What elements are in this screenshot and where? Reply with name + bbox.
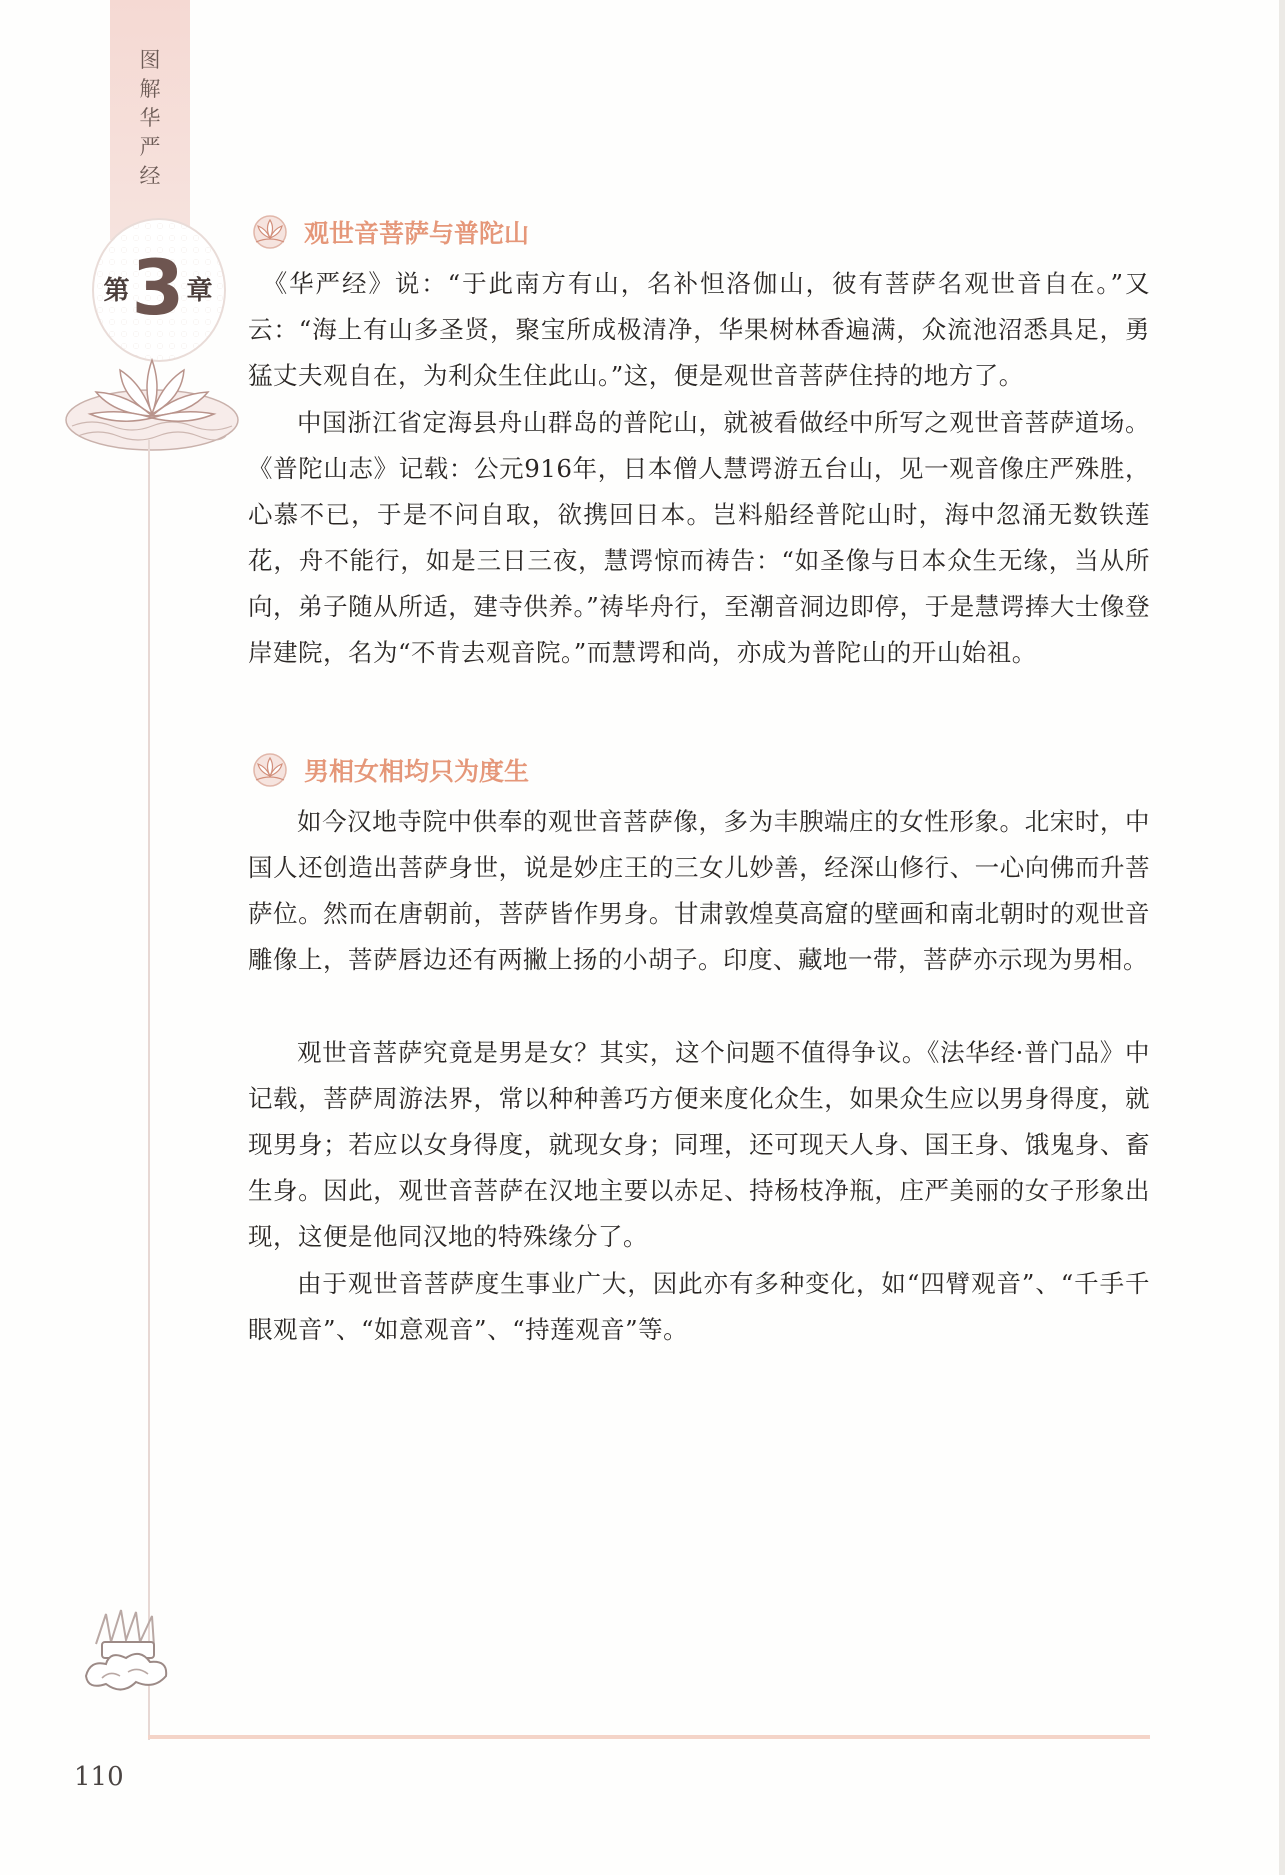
book-title-char: 华 [139, 106, 161, 130]
sidebar-rail [148, 440, 150, 1740]
section-title: 男相女相均只为度生 [304, 757, 530, 786]
paragraph: 《华严经》说：“于此南方有山，名补怛洛伽山，彼有菩萨名观世音自在。”又云：“海上有山多圣贤，聚宝所成极清净，华果树林香遍满，众流池沼悉具足，勇猛丈夫观自在，为利众生住此山。”这，便是观世音菩萨住持的地方了。 [248, 269, 1150, 390]
paragraph: 观世音菩萨究竟是男是女？其实，这个问题不值得争议。《法华经·普门品》中记载，菩萨周游法界，常以种种善巧方便来度化众生，如果众生应以男身得度，就现男身；若应以女身得度，就现女身；同理，还可现天人身、国王身、饿鬼身、畜生身。因此，观世音菩萨在汉地主要以赤足、持杨枝净瓶，庄严美丽的女子形象出现，这便是他同汉地的特殊缘分了。 [248, 1038, 1150, 1251]
section-title: 观世音菩萨与普陀山 [304, 219, 530, 248]
section-lotus-icon [248, 752, 292, 788]
section-lotus-icon [248, 214, 292, 250]
cloud-ornament-icon [76, 1604, 176, 1704]
book-title-char: 图 [139, 48, 161, 72]
book-title-char: 严 [139, 135, 161, 159]
book-title-char: 经 [139, 164, 161, 188]
lotus-icon [62, 348, 242, 458]
chapter-label [96, 243, 220, 332]
section-heading [248, 752, 529, 788]
footer-rule [148, 1735, 1150, 1739]
page-number: 110 [74, 1762, 124, 1792]
section-heading [248, 214, 529, 250]
paragraph: 中国浙江省定海县舟山群岛的普陀山，就被看做经中所写之观世音菩萨道场。《普陀山志》记载：公元916年，日本僧人慧谔游五台山，见一观音像庄严殊胜，心慕不已，于是不问自取，欲携回日本。岂料船经普陀山时，海中忽涌无数铁莲花，舟不能行，如是三日三夜，慧谔惊而祷告：“如圣像与日本众生无缘，当从所向，弟子随从所适，建寺供养。”祷毕舟行，至潮音洞边即停，于是慧谔捧大士像登岸建院，名为“不肯去观音院。”而慧谔和尚，亦成为普陀山的开山始祖。 [248, 408, 1150, 667]
book-title-char: 解 [139, 77, 161, 101]
chapter-suffix: 章 [186, 275, 213, 306]
book-title-vertical [110, 50, 190, 187]
chapter-number: 3 [131, 243, 185, 332]
scan-edge [1279, 0, 1285, 1875]
paragraph: 由于观世音菩萨度生事业广大，因此亦有多种变化，如“四臂观音”、“千手千眼观音”、“如意观音”、“持莲观音”等。 [248, 1269, 1150, 1344]
paragraph: 如今汉地寺院中供奉的观世音菩萨像，多为丰腴端庄的女性形象。北宋时，中国人还创造出菩萨身世，说是妙庄王的三女儿妙善，经深山修行、一心向佛而升菩萨位。然而在唐朝前，菩萨皆作男身。甘肃敦煌莫高窟的壁画和南北朝时的观世音雕像上，菩萨唇边还有两撇上扬的小胡子。印度、藏地一带，菩萨亦示现为男相。 [248, 807, 1150, 974]
chapter-prefix: 第 [103, 275, 130, 306]
